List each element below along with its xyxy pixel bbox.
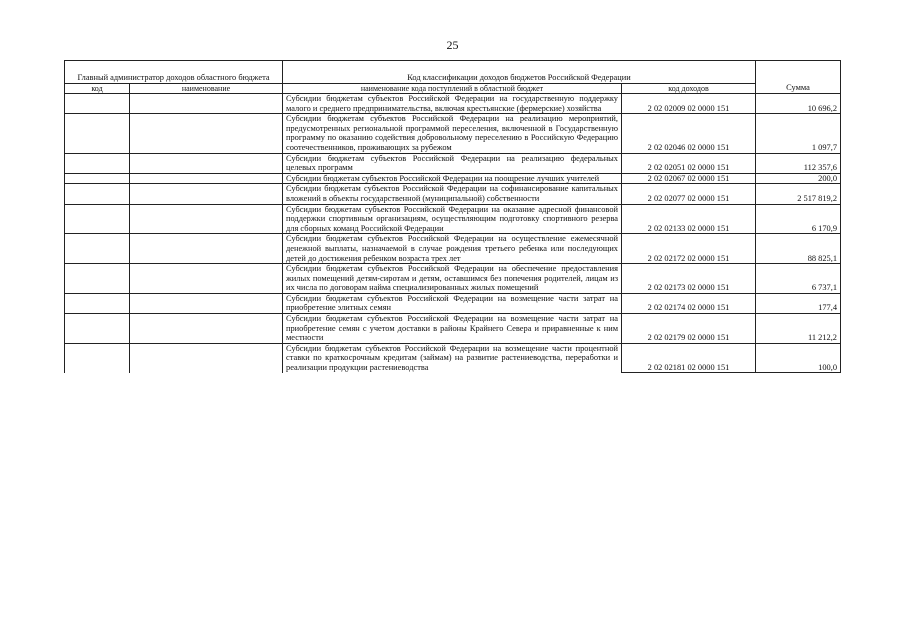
amount-cell: 1 097,7 [756, 114, 841, 153]
admin-code-cell [65, 234, 130, 264]
amount-cell: 6 737,1 [756, 264, 841, 294]
admin-code-cell [65, 293, 130, 313]
table-row [65, 173, 841, 184]
table-row [65, 184, 841, 204]
income-code-cell: 2 02 02179 02 0000 151 [622, 314, 756, 344]
admin-code-cell [65, 204, 130, 234]
admin-code-cell [65, 114, 130, 153]
table-row [65, 94, 841, 114]
admin-name-cell [130, 264, 283, 294]
income-code-cell: 2 02 02077 02 0000 151 [622, 184, 756, 204]
income-code-cell: 2 02 02051 02 0000 151 [622, 153, 756, 173]
income-code-cell: 2 02 02172 02 0000 151 [622, 234, 756, 264]
page-number: 25 [446, 38, 459, 52]
income-name-cell: Субсидии бюджетам субъектов Российской Федерации на возмещение части затрат на приобретение элитных семян [283, 293, 622, 313]
amount-cell: 200,0 [756, 173, 841, 184]
amount-cell: 100,0 [756, 343, 841, 372]
amount-cell: 10 696,2 [756, 94, 841, 114]
amount-cell: 88 825,1 [756, 234, 841, 264]
income-name-cell: Субсидии бюджетам субъектов Российской Федерации на поощрение лучших учителей [283, 173, 622, 184]
table-row [65, 264, 841, 294]
amount-cell: 6 170,9 [756, 204, 841, 234]
income-code-header: код доходов [622, 84, 756, 94]
admin-name-header: наименование [130, 84, 283, 94]
income-code-cell: 2 02 02174 02 0000 151 [622, 293, 756, 313]
income-name-cell: Субсидии бюджетам субъектов Российской Федерации на реализацию мероприятий, предусмотренных региональной программой переселения, включенной в Государственную программу по оказанию содействия добровольному переселению в Российскую Федерацию соотечественников, проживающих за рубежом [283, 114, 622, 153]
income-name-cell: Субсидии бюджетам субъектов Российской Федерации на софинансирование капитальных вложений в объекты государственной (муниципальной) собственности [283, 184, 622, 204]
admin-name-cell [130, 184, 283, 204]
income-code-cell: 2 02 02046 02 0000 151 [622, 114, 756, 153]
admin-code-header: код [65, 84, 130, 94]
income-name-cell: Субсидии бюджетам субъектов Российской Федерации на обеспечение предоставления жилых помещений детям-сиротам и детям, оставшимся без попечения родителей, лицам из их числа по договорам найма специализированных жилых помещений [283, 264, 622, 294]
admin-name-cell [130, 293, 283, 313]
income-code-cell: 2 02 02009 02 0000 151 [622, 94, 756, 114]
admin-name-cell [130, 204, 283, 234]
income-name-cell: Субсидии бюджетам субъектов Российской Федерации на возмещение части процентной ставки по краткосрочным кредитам (займам) на развитие растениеводства, переработки и реализации продукции растениеводства [283, 343, 622, 372]
income-name-cell: Субсидии бюджетам субъектов Российской Федерации на возмещение части затрат на приобретение семян с учетом доставки в районы Крайнего Севера и приравненные к ним местности [283, 314, 622, 344]
table-row [65, 293, 841, 313]
admin-name-cell [130, 153, 283, 173]
classification-group-header: Код классификации доходов бюджетов Российской Федерации [283, 61, 756, 84]
code-name-header: наименование кода поступлений в областной бюджет [283, 84, 622, 94]
admin-code-cell [65, 314, 130, 344]
table-row [65, 114, 841, 153]
admin-code-cell [65, 173, 130, 184]
amount-cell: 112 357,6 [756, 153, 841, 173]
income-code-cell: 2 02 02133 02 0000 151 [622, 204, 756, 234]
table-row [65, 314, 841, 344]
income-code-cell: 2 02 02067 02 0000 151 [622, 173, 756, 184]
income-name-cell: Субсидии бюджетам субъектов Российской Федерации на оказание адресной финансовой поддержки спортивным организациям, осуществляющим подготовку спортивного резерва для сборных команд Российской Федерации [283, 204, 622, 234]
income-name-cell: Субсидии бюджетам субъектов Российской Федерации на осуществление ежемесячной денежной выплаты, назначаемой в случае рождения третьего ребенка или последующих детей до достижения ребенком возраста трех лет [283, 234, 622, 264]
income-code-cell: 2 02 02181 02 0000 151 [622, 343, 756, 372]
admin-name-cell [130, 314, 283, 344]
income-code-cell: 2 02 02173 02 0000 151 [622, 264, 756, 294]
admin-code-cell [65, 343, 130, 372]
income-name-cell: Субсидии бюджетам субъектов Российской Федерации на реализацию федеральных целевых программ [283, 153, 622, 173]
header-row-sub [65, 84, 841, 94]
admin-name-cell [130, 343, 283, 372]
admin-name-cell [130, 234, 283, 264]
table-row [65, 153, 841, 173]
admin-name-cell [130, 94, 283, 114]
table-row [65, 343, 841, 372]
admin-code-cell [65, 184, 130, 204]
header-row-top [65, 61, 841, 84]
table-row [65, 204, 841, 234]
income-name-cell: Субсидии бюджетам субъектов Российской Федерации на государственную поддержку малого и среднего предпринимательства, включая крестьянские (фермерские) хозяйства [283, 94, 622, 114]
revenue-table [64, 60, 841, 373]
amount-cell: 177,4 [756, 293, 841, 313]
admin-name-cell [130, 114, 283, 153]
amount-header: Сумма [756, 61, 841, 94]
amount-cell: 2 517 819,2 [756, 184, 841, 204]
admin-code-cell [65, 153, 130, 173]
admin-name-cell [130, 173, 283, 184]
admin-group-header: Главный администратор доходов областного бюджета [65, 61, 283, 84]
admin-code-cell [65, 94, 130, 114]
table-row [65, 234, 841, 264]
amount-cell: 11 212,2 [756, 314, 841, 344]
admin-code-cell [65, 264, 130, 294]
